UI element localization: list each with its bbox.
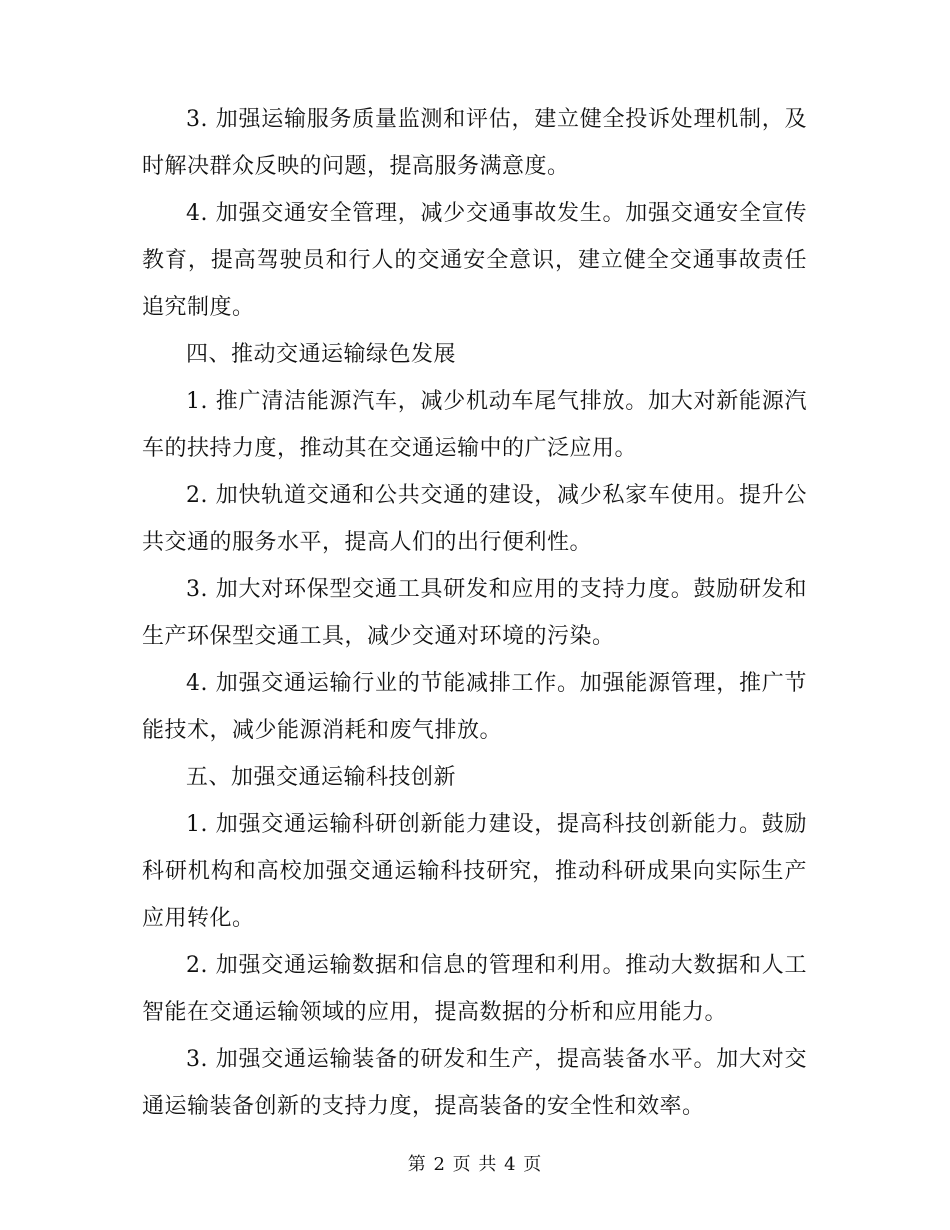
section-heading-green-development: 四、推动交通运输绿色发展 (186, 342, 457, 367)
paragraph-public-transit: 2. 加快轨道交通和公共交通的建设，减少私家车使用。提升公共交通的服务水平，提高人们的出行便利性。 (142, 483, 807, 555)
paragraph-equipment: 3. 加强交通运输装备的研发和生产，提高装备水平。加大对交通运输装备创新的支持力度，提高装备的安全性和效率。 (142, 1047, 807, 1119)
document-body (142, 96, 807, 1130)
paragraph-traffic-safety: 4. 加强交通安全管理，减少交通事故发生。加强交通安全宣传教育，提高驾驶员和行人的交通安全意识，建立健全交通事故责任追究制度。 (142, 201, 807, 320)
paragraph-research-capacity: 1. 加强交通运输科研创新能力建设，提高科技创新能力。鼓励科研机构和高校加强交通运输科技研究，推动科研成果向实际生产应用转化。 (142, 812, 807, 931)
paragraph-service-quality: 3. 加强运输服务质量监测和评估，建立健全投诉处理机制，及时解决群众反映的问题，提高服务满意度。 (142, 107, 807, 179)
paragraph-clean-energy: 1. 推广清洁能源汽车，减少机动车尾气排放。加大对新能源汽车的扶持力度，推动其在交通运输中的广泛应用。 (142, 389, 807, 461)
paragraph-eco-vehicles: 3. 加大对环保型交通工具研发和应用的支持力度。鼓励研发和生产环保型交通工具，减少交通对环境的污染。 (142, 577, 807, 649)
section-heading-tech-innovation: 五、加强交通运输科技创新 (186, 765, 457, 790)
paragraph-data-management: 2. 加强交通运输数据和信息的管理和利用。推动大数据和人工智能在交通运输领域的应用，提高数据的分析和应用能力。 (142, 953, 807, 1025)
page-number-footer: 第 2 页 共 4 页 (407, 1154, 543, 1175)
paragraph-energy-saving: 4. 加强交通运输行业的节能减排工作。加强能源管理，推广节能技术，减少能源消耗和废气排放。 (142, 671, 807, 743)
